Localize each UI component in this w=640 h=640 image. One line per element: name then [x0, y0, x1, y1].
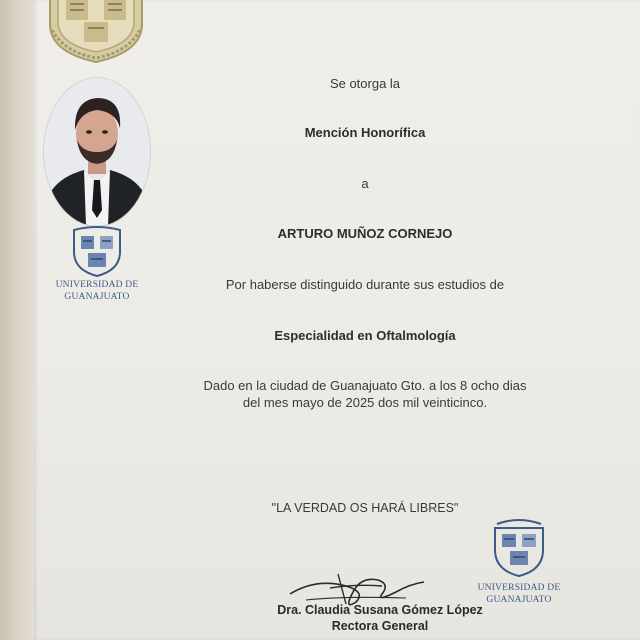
date-line-2: del mes mayo de 2025 dos mil veinticinco.	[242, 395, 488, 410]
award-title: Mención Honorífica	[304, 125, 426, 140]
university-name-line-1: UNIVERSIDAD DE	[55, 280, 139, 290]
university-name-line-2: GUANAJUATO	[64, 292, 130, 302]
otorga-text: Se otorga la	[329, 76, 401, 91]
university-name-line-1: UNIVERSIDAD DE	[477, 583, 561, 593]
connector-text: a	[361, 176, 369, 191]
recipient-photo	[44, 78, 150, 226]
recipient-name: ARTURO MUÑOZ CORNEJO	[277, 226, 453, 241]
university-crest-icon	[491, 516, 547, 578]
reason-text: Por haberse distinguido durante sus estudios de	[225, 277, 505, 292]
university-motto: "LA VERDAD OS HARÁ LIBRES"	[271, 501, 459, 515]
document-edge	[0, 0, 34, 640]
program-name: Especialidad en Oftalmología	[274, 328, 456, 343]
signatory-name: Dra. Claudia Susana Gómez López	[277, 603, 483, 617]
signatory-title: Rectora General	[331, 619, 429, 633]
university-name-line-2: GUANAJUATO	[486, 595, 552, 605]
date-line-1: Dado en la ciudad de Guanajuato Gto. a los 8 ocho dias	[203, 378, 527, 393]
gold-seal-icon	[44, 0, 148, 64]
